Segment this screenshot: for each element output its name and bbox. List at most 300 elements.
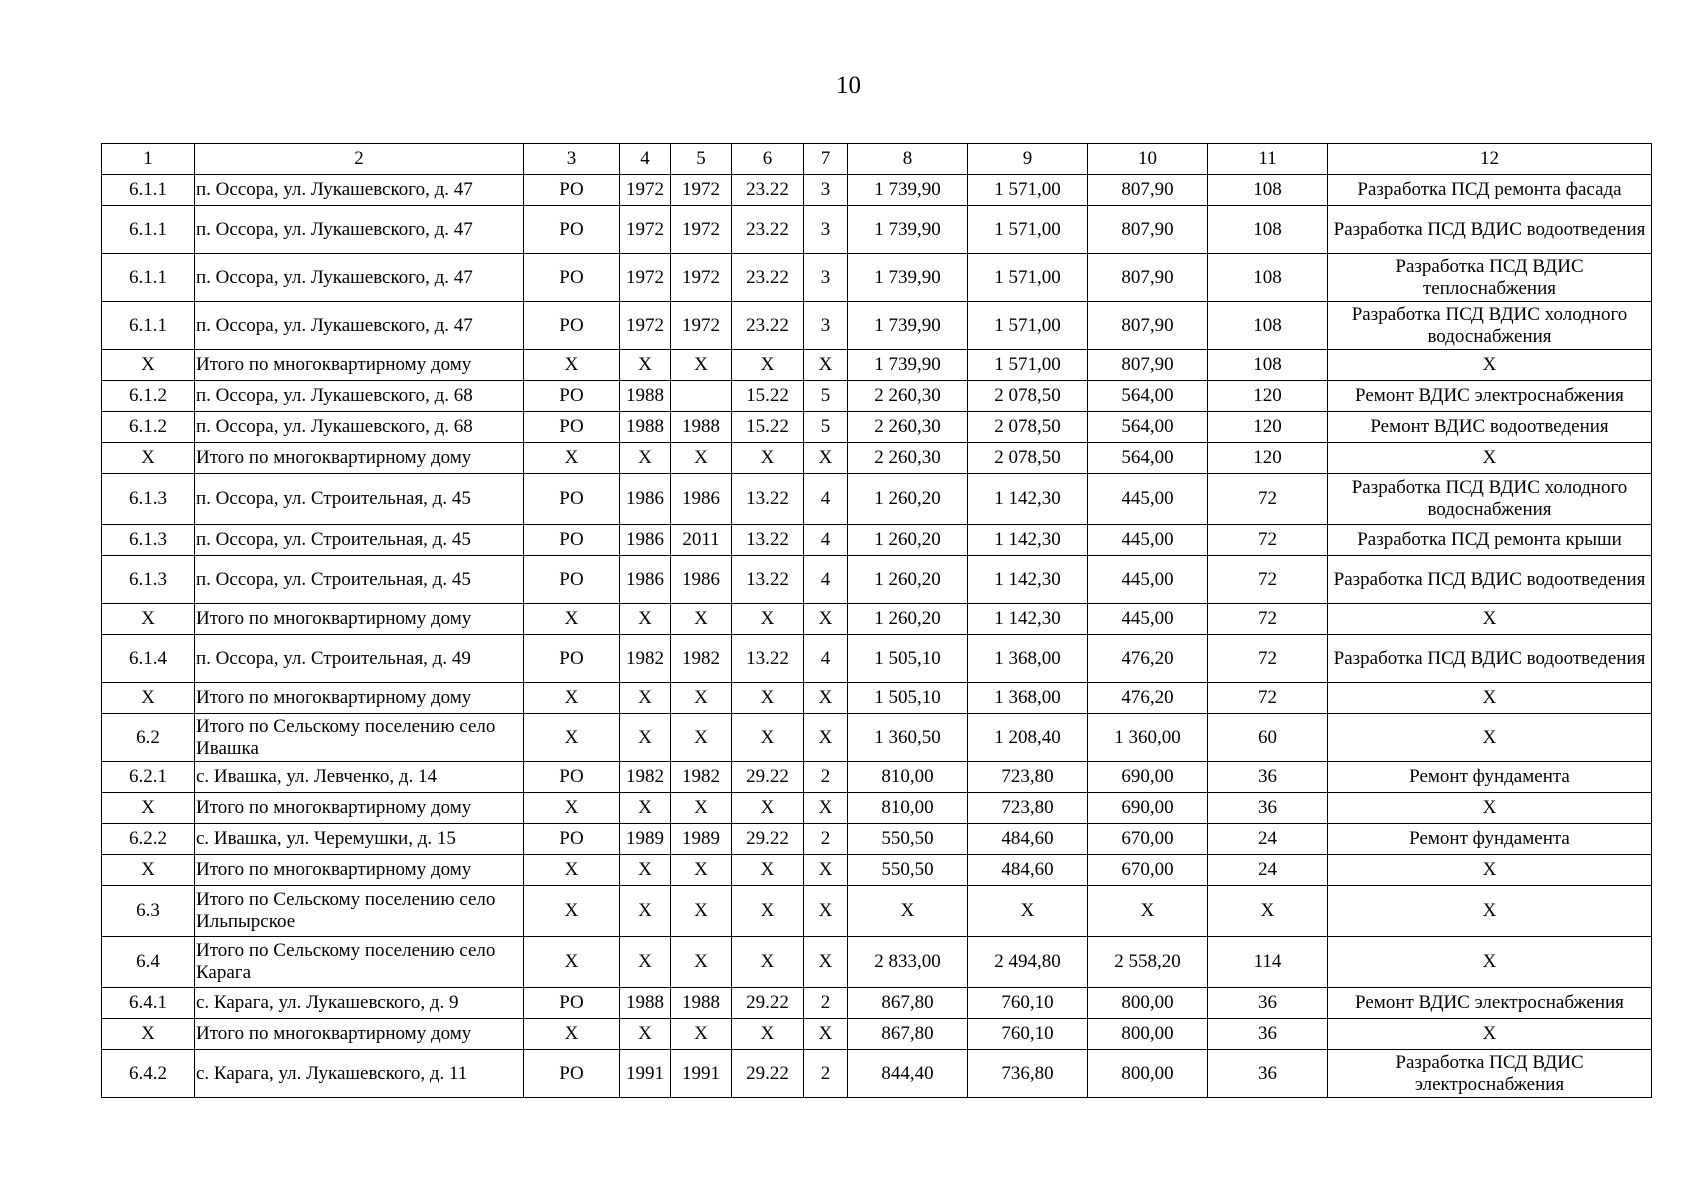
cell-year-overhaul: X bbox=[671, 1019, 732, 1050]
table-row bbox=[102, 474, 1652, 525]
cell-living-area: 723,80 bbox=[968, 762, 1088, 793]
cell-count: 72 bbox=[1208, 525, 1328, 556]
cell-year-overhaul: 2011 bbox=[671, 525, 732, 556]
cell-year-overhaul: 1982 bbox=[671, 635, 732, 683]
table-row bbox=[102, 350, 1652, 381]
cell-year-built: 1988 bbox=[620, 412, 671, 443]
cell-total-area: 1 505,10 bbox=[848, 635, 968, 683]
cell-address: п. Оссора, ул. Строительная, д. 45 bbox=[195, 525, 524, 556]
cell-count: 36 bbox=[1208, 793, 1328, 824]
cell-floors: 2 bbox=[804, 824, 848, 855]
cell-item-number: X bbox=[102, 855, 195, 886]
cell-work-type: X bbox=[1328, 443, 1652, 474]
cell-work-type: Ремонт ВДИС электроснабжения bbox=[1328, 381, 1652, 412]
cell-floors: 4 bbox=[804, 635, 848, 683]
cell-year-overhaul: 1972 bbox=[671, 206, 732, 254]
cell-type: X bbox=[524, 793, 620, 824]
table-row bbox=[102, 635, 1652, 683]
table-row bbox=[102, 714, 1652, 762]
table-row bbox=[102, 1050, 1652, 1098]
cell-type: РО bbox=[524, 635, 620, 683]
cell-cost-a: 445,00 bbox=[1088, 556, 1208, 604]
cell-living-area: 723,80 bbox=[968, 793, 1088, 824]
cell-living-area: 1 571,00 bbox=[968, 350, 1088, 381]
table-row bbox=[102, 937, 1652, 988]
cell-work-type: X bbox=[1328, 937, 1652, 988]
cell-floors: X bbox=[804, 443, 848, 474]
cell-count: 108 bbox=[1208, 302, 1328, 350]
cell-address: п. Оссора, ул. Лукашевского, д. 68 bbox=[195, 412, 524, 443]
cell-address: п. Оссора, ул. Строительная, д. 45 bbox=[195, 474, 524, 525]
cell-type: РО bbox=[524, 1050, 620, 1098]
cell-year-overhaul: 1972 bbox=[671, 175, 732, 206]
cell-item-number: 6.2.1 bbox=[102, 762, 195, 793]
cell-cost-a: X bbox=[1088, 886, 1208, 937]
cell-year-overhaul: X bbox=[671, 350, 732, 381]
cell-code: 13.22 bbox=[732, 556, 804, 604]
cell-living-area: 1 142,30 bbox=[968, 604, 1088, 635]
cell-cost-a: 476,20 bbox=[1088, 635, 1208, 683]
cell-cost-a: 670,00 bbox=[1088, 855, 1208, 886]
cell-address: Итого по многоквартирному дому bbox=[195, 1019, 524, 1050]
cell-type: РО bbox=[524, 525, 620, 556]
cell-total-area: 1 739,90 bbox=[848, 302, 968, 350]
cell-total-area: 810,00 bbox=[848, 762, 968, 793]
cell-total-area: 1 505,10 bbox=[848, 683, 968, 714]
cell-cost-a: 564,00 bbox=[1088, 381, 1208, 412]
cell-cost-a: 800,00 bbox=[1088, 1019, 1208, 1050]
table-row bbox=[102, 1019, 1652, 1050]
cell-address: Итого по многоквартирному дому bbox=[195, 855, 524, 886]
cell-work-type: X bbox=[1328, 855, 1652, 886]
cell-floors: 4 bbox=[804, 474, 848, 525]
cell-year-built: 1988 bbox=[620, 988, 671, 1019]
cell-cost-a: 445,00 bbox=[1088, 525, 1208, 556]
cell-living-area: 1 142,30 bbox=[968, 556, 1088, 604]
cell-code: 15.22 bbox=[732, 381, 804, 412]
cell-address: Итого по Сельскому поселению село Карага bbox=[195, 937, 524, 988]
table-row bbox=[102, 556, 1652, 604]
cell-living-area: 484,60 bbox=[968, 824, 1088, 855]
cell-code: 29.22 bbox=[732, 824, 804, 855]
table-body bbox=[102, 175, 1652, 1098]
cell-work-type: Разработка ПСД ВДИС водоотведения bbox=[1328, 635, 1652, 683]
cell-type: X bbox=[524, 443, 620, 474]
cell-total-area: 1 739,90 bbox=[848, 175, 968, 206]
cell-count: 108 bbox=[1208, 175, 1328, 206]
header-row bbox=[102, 144, 1652, 175]
cell-total-area: 1 739,90 bbox=[848, 350, 968, 381]
column-header-2: 2 bbox=[195, 144, 524, 175]
cell-year-built: 1989 bbox=[620, 824, 671, 855]
cell-code: 29.22 bbox=[732, 762, 804, 793]
cell-count: 36 bbox=[1208, 1050, 1328, 1098]
cell-item-number: 6.4.2 bbox=[102, 1050, 195, 1098]
table-row bbox=[102, 824, 1652, 855]
cell-year-built: X bbox=[620, 683, 671, 714]
column-header-12: 12 bbox=[1328, 144, 1652, 175]
cell-address: п. Оссора, ул. Лукашевского, д. 47 bbox=[195, 206, 524, 254]
cell-living-area: 1 571,00 bbox=[968, 302, 1088, 350]
cell-code: X bbox=[732, 443, 804, 474]
cell-work-type: Разработка ПСД ВДИС водоотведения bbox=[1328, 206, 1652, 254]
cell-year-built: X bbox=[620, 937, 671, 988]
cell-total-area: 2 833,00 bbox=[848, 937, 968, 988]
cell-floors: 5 bbox=[804, 381, 848, 412]
cell-floors: X bbox=[804, 793, 848, 824]
cell-work-type: X bbox=[1328, 1019, 1652, 1050]
cell-year-overhaul: X bbox=[671, 604, 732, 635]
cell-item-number: 6.1.1 bbox=[102, 206, 195, 254]
cell-address: с. Карага, ул. Лукашевского, д. 11 bbox=[195, 1050, 524, 1098]
cell-type: РО bbox=[524, 824, 620, 855]
cell-floors: X bbox=[804, 683, 848, 714]
cell-count: 72 bbox=[1208, 635, 1328, 683]
table-row bbox=[102, 206, 1652, 254]
cell-address: п. Оссора, ул. Строительная, д. 45 bbox=[195, 556, 524, 604]
cell-count: 24 bbox=[1208, 824, 1328, 855]
cell-code: 23.22 bbox=[732, 254, 804, 302]
cell-total-area: 810,00 bbox=[848, 793, 968, 824]
cell-floors: 3 bbox=[804, 254, 848, 302]
cell-total-area: 844,40 bbox=[848, 1050, 968, 1098]
cell-cost-a: 807,90 bbox=[1088, 350, 1208, 381]
cell-living-area: 2 078,50 bbox=[968, 443, 1088, 474]
cell-floors: X bbox=[804, 714, 848, 762]
cell-year-overhaul: 1982 bbox=[671, 762, 732, 793]
cell-count: 72 bbox=[1208, 683, 1328, 714]
cell-year-built: 1991 bbox=[620, 1050, 671, 1098]
cell-living-area: 2 494,80 bbox=[968, 937, 1088, 988]
cell-item-number: 6.1.1 bbox=[102, 254, 195, 302]
cell-code: 13.22 bbox=[732, 474, 804, 525]
cell-count: 108 bbox=[1208, 254, 1328, 302]
cell-count: 108 bbox=[1208, 206, 1328, 254]
cell-total-area: 1 360,50 bbox=[848, 714, 968, 762]
cell-living-area: 1 571,00 bbox=[968, 206, 1088, 254]
cell-type: РО bbox=[524, 474, 620, 525]
cell-floors: X bbox=[804, 604, 848, 635]
cell-count: 120 bbox=[1208, 412, 1328, 443]
cell-code: X bbox=[732, 714, 804, 762]
cell-work-type: X bbox=[1328, 886, 1652, 937]
cell-code: 15.22 bbox=[732, 412, 804, 443]
cell-cost-a: 670,00 bbox=[1088, 824, 1208, 855]
cell-year-built: X bbox=[620, 350, 671, 381]
cell-year-overhaul: X bbox=[671, 683, 732, 714]
cell-total-area: 1 739,90 bbox=[848, 206, 968, 254]
cell-living-area: 1 142,30 bbox=[968, 474, 1088, 525]
cell-item-number: 6.1.1 bbox=[102, 175, 195, 206]
cell-floors: 4 bbox=[804, 556, 848, 604]
cell-address: п. Оссора, ул. Лукашевского, д. 47 bbox=[195, 302, 524, 350]
cell-item-number: 6.1.3 bbox=[102, 474, 195, 525]
cell-total-area: 867,80 bbox=[848, 988, 968, 1019]
cell-floors: 3 bbox=[804, 302, 848, 350]
cell-item-number: 6.1.4 bbox=[102, 635, 195, 683]
column-header-10: 10 bbox=[1088, 144, 1208, 175]
cell-year-built: 1972 bbox=[620, 254, 671, 302]
cell-code: 23.22 bbox=[732, 206, 804, 254]
cell-item-number: 6.3 bbox=[102, 886, 195, 937]
table-row bbox=[102, 793, 1652, 824]
cell-year-built: 1988 bbox=[620, 381, 671, 412]
cell-code: X bbox=[732, 604, 804, 635]
cell-year-overhaul: 1991 bbox=[671, 1050, 732, 1098]
cell-living-area: 760,10 bbox=[968, 1019, 1088, 1050]
cell-count: 36 bbox=[1208, 1019, 1328, 1050]
cell-type: X bbox=[524, 683, 620, 714]
cell-year-built: 1986 bbox=[620, 474, 671, 525]
cell-count: 60 bbox=[1208, 714, 1328, 762]
cell-year-overhaul: X bbox=[671, 937, 732, 988]
cell-year-overhaul: 1986 bbox=[671, 474, 732, 525]
cell-living-area: 1 368,00 bbox=[968, 683, 1088, 714]
cell-count: 72 bbox=[1208, 556, 1328, 604]
cell-floors: X bbox=[804, 1019, 848, 1050]
cell-address: Итого по Сельскому поселению село Ильпырское bbox=[195, 886, 524, 937]
cell-type: РО bbox=[524, 412, 620, 443]
table-row bbox=[102, 175, 1652, 206]
cell-floors: 3 bbox=[804, 175, 848, 206]
cell-cost-a: 800,00 bbox=[1088, 1050, 1208, 1098]
column-header-6: 6 bbox=[732, 144, 804, 175]
cell-total-area: X bbox=[848, 886, 968, 937]
repair-program-table bbox=[101, 143, 1652, 1098]
cell-year-built: X bbox=[620, 793, 671, 824]
cell-year-built: X bbox=[620, 714, 671, 762]
table-header bbox=[102, 144, 1652, 175]
cell-code: X bbox=[732, 793, 804, 824]
cell-address: п. Оссора, ул. Лукашевского, д. 68 bbox=[195, 381, 524, 412]
cell-code: 13.22 bbox=[732, 635, 804, 683]
table-row bbox=[102, 604, 1652, 635]
cell-total-area: 1 260,20 bbox=[848, 474, 968, 525]
column-header-4: 4 bbox=[620, 144, 671, 175]
cell-work-type: Разработка ПСД ВДИС водоотведения bbox=[1328, 556, 1652, 604]
cell-code: X bbox=[732, 350, 804, 381]
cell-count: 120 bbox=[1208, 381, 1328, 412]
cell-cost-a: 1 360,00 bbox=[1088, 714, 1208, 762]
cell-count: X bbox=[1208, 886, 1328, 937]
cell-item-number: 6.1.3 bbox=[102, 525, 195, 556]
cell-work-type: X bbox=[1328, 604, 1652, 635]
cell-year-built: 1972 bbox=[620, 206, 671, 254]
table-row bbox=[102, 412, 1652, 443]
cell-type: X bbox=[524, 350, 620, 381]
cell-year-overhaul bbox=[671, 381, 732, 412]
cell-item-number: X bbox=[102, 1019, 195, 1050]
cell-living-area: 1 571,00 bbox=[968, 175, 1088, 206]
cell-count: 114 bbox=[1208, 937, 1328, 988]
cell-living-area: X bbox=[968, 886, 1088, 937]
cell-work-type: Ремонт фундамента bbox=[1328, 762, 1652, 793]
cell-cost-a: 690,00 bbox=[1088, 793, 1208, 824]
cell-work-type: Разработка ПСД ВДИС электроснабжения bbox=[1328, 1050, 1652, 1098]
cell-type: РО bbox=[524, 302, 620, 350]
table-row bbox=[102, 683, 1652, 714]
cell-floors: 3 bbox=[804, 206, 848, 254]
cell-type: РО bbox=[524, 206, 620, 254]
cell-address: Итого по многоквартирному дому bbox=[195, 683, 524, 714]
cell-year-built: 1982 bbox=[620, 635, 671, 683]
cell-code: X bbox=[732, 1019, 804, 1050]
cell-floors: X bbox=[804, 350, 848, 381]
cell-count: 72 bbox=[1208, 474, 1328, 525]
cell-work-type: Разработка ПСД ВДИС теплоснабжения bbox=[1328, 254, 1652, 302]
cell-year-overhaul: X bbox=[671, 886, 732, 937]
cell-type: РО bbox=[524, 762, 620, 793]
cell-work-type: X bbox=[1328, 683, 1652, 714]
cell-address: п. Оссора, ул. Строительная, д. 49 bbox=[195, 635, 524, 683]
cell-floors: 2 bbox=[804, 762, 848, 793]
cell-item-number: 6.1.1 bbox=[102, 302, 195, 350]
cell-work-type: X bbox=[1328, 793, 1652, 824]
cell-work-type: Разработка ПСД ВДИС холодного водоснабжения bbox=[1328, 474, 1652, 525]
cell-code: 23.22 bbox=[732, 175, 804, 206]
cell-total-area: 1 260,20 bbox=[848, 556, 968, 604]
cell-item-number: X bbox=[102, 350, 195, 381]
column-header-3: 3 bbox=[524, 144, 620, 175]
cell-type: X bbox=[524, 714, 620, 762]
cell-type: X bbox=[524, 1019, 620, 1050]
cell-address: п. Оссора, ул. Лукашевского, д. 47 bbox=[195, 254, 524, 302]
cell-address: Итого по многоквартирному дому bbox=[195, 443, 524, 474]
cell-cost-a: 800,00 bbox=[1088, 988, 1208, 1019]
cell-address: Итого по многоквартирному дому bbox=[195, 604, 524, 635]
cell-work-type: Разработка ПСД ремонта крыши bbox=[1328, 525, 1652, 556]
cell-cost-a: 564,00 bbox=[1088, 443, 1208, 474]
cell-floors: 2 bbox=[804, 1050, 848, 1098]
cell-total-area: 2 260,30 bbox=[848, 412, 968, 443]
cell-item-number: 6.2 bbox=[102, 714, 195, 762]
cell-floors: X bbox=[804, 937, 848, 988]
cell-item-number: X bbox=[102, 793, 195, 824]
table-row bbox=[102, 855, 1652, 886]
column-header-1: 1 bbox=[102, 144, 195, 175]
cell-type: РО bbox=[524, 381, 620, 412]
cell-cost-a: 476,20 bbox=[1088, 683, 1208, 714]
cell-living-area: 1 208,40 bbox=[968, 714, 1088, 762]
cell-work-type: Разработка ПСД ремонта фасада bbox=[1328, 175, 1652, 206]
cell-total-area: 2 260,30 bbox=[848, 381, 968, 412]
cell-year-overhaul: X bbox=[671, 793, 732, 824]
cell-total-area: 867,80 bbox=[848, 1019, 968, 1050]
cell-cost-a: 564,00 bbox=[1088, 412, 1208, 443]
cell-living-area: 2 078,50 bbox=[968, 381, 1088, 412]
cell-address: с. Карага, ул. Лукашевского, д. 9 bbox=[195, 988, 524, 1019]
cell-work-type: Ремонт ВДИС электроснабжения bbox=[1328, 988, 1652, 1019]
cell-cost-a: 2 558,20 bbox=[1088, 937, 1208, 988]
cell-work-type: Ремонт ВДИС водоотведения bbox=[1328, 412, 1652, 443]
cell-floors: X bbox=[804, 886, 848, 937]
cell-year-built: 1986 bbox=[620, 556, 671, 604]
column-header-5: 5 bbox=[671, 144, 732, 175]
cell-year-overhaul: 1988 bbox=[671, 412, 732, 443]
cell-total-area: 1 260,20 bbox=[848, 525, 968, 556]
cell-type: X bbox=[524, 886, 620, 937]
cell-floors: 5 bbox=[804, 412, 848, 443]
cell-item-number: 6.4 bbox=[102, 937, 195, 988]
cell-count: 36 bbox=[1208, 762, 1328, 793]
cell-address: п. Оссора, ул. Лукашевского, д. 47 bbox=[195, 175, 524, 206]
cell-count: 72 bbox=[1208, 604, 1328, 635]
cell-total-area: 1 739,90 bbox=[848, 254, 968, 302]
cell-count: 120 bbox=[1208, 443, 1328, 474]
cell-year-overhaul: X bbox=[671, 714, 732, 762]
cell-year-built: 1972 bbox=[620, 175, 671, 206]
cell-type: X bbox=[524, 937, 620, 988]
cell-year-built: X bbox=[620, 855, 671, 886]
cell-item-number: X bbox=[102, 443, 195, 474]
cell-living-area: 2 078,50 bbox=[968, 412, 1088, 443]
cell-year-built: X bbox=[620, 604, 671, 635]
cell-item-number: 6.1.3 bbox=[102, 556, 195, 604]
cell-cost-a: 807,90 bbox=[1088, 175, 1208, 206]
cell-item-number: X bbox=[102, 683, 195, 714]
cell-type: РО bbox=[524, 175, 620, 206]
column-header-8: 8 bbox=[848, 144, 968, 175]
cell-cost-a: 445,00 bbox=[1088, 604, 1208, 635]
cell-work-type: Разработка ПСД ВДИС холодного водоснабжения bbox=[1328, 302, 1652, 350]
cell-year-overhaul: 1986 bbox=[671, 556, 732, 604]
cell-living-area: 1 142,30 bbox=[968, 525, 1088, 556]
cell-code: X bbox=[732, 683, 804, 714]
cell-living-area: 1 571,00 bbox=[968, 254, 1088, 302]
cell-item-number: 6.4.1 bbox=[102, 988, 195, 1019]
cell-item-number: X bbox=[102, 604, 195, 635]
cell-year-overhaul: 1989 bbox=[671, 824, 732, 855]
cell-total-area: 550,50 bbox=[848, 824, 968, 855]
table-row bbox=[102, 381, 1652, 412]
cell-floors: 4 bbox=[804, 525, 848, 556]
cell-code: X bbox=[732, 886, 804, 937]
cell-work-type: Ремонт фундамента bbox=[1328, 824, 1652, 855]
cell-year-built: X bbox=[620, 886, 671, 937]
cell-cost-a: 690,00 bbox=[1088, 762, 1208, 793]
table-row bbox=[102, 443, 1652, 474]
cell-floors: X bbox=[804, 855, 848, 886]
cell-work-type: X bbox=[1328, 714, 1652, 762]
column-header-9: 9 bbox=[968, 144, 1088, 175]
cell-type: РО bbox=[524, 556, 620, 604]
cell-floors: 2 bbox=[804, 988, 848, 1019]
cell-year-overhaul: 1972 bbox=[671, 254, 732, 302]
cell-code: 13.22 bbox=[732, 525, 804, 556]
cell-total-area: 550,50 bbox=[848, 855, 968, 886]
cell-code: 23.22 bbox=[732, 302, 804, 350]
cell-address: с. Ивашка, ул. Черемушки, д. 15 bbox=[195, 824, 524, 855]
cell-year-overhaul: X bbox=[671, 855, 732, 886]
table-row bbox=[102, 886, 1652, 937]
cell-cost-a: 807,90 bbox=[1088, 254, 1208, 302]
cell-cost-a: 445,00 bbox=[1088, 474, 1208, 525]
cell-total-area: 1 260,20 bbox=[848, 604, 968, 635]
cell-item-number: 6.1.2 bbox=[102, 381, 195, 412]
cell-year-built: 1986 bbox=[620, 525, 671, 556]
cell-address: Итого по Сельскому поселению село Ивашка bbox=[195, 714, 524, 762]
cell-address: Итого по многоквартирному дому bbox=[195, 350, 524, 381]
cell-type: X bbox=[524, 855, 620, 886]
cell-living-area: 736,80 bbox=[968, 1050, 1088, 1098]
cell-code: 29.22 bbox=[732, 1050, 804, 1098]
cell-item-number: 6.1.2 bbox=[102, 412, 195, 443]
cell-code: X bbox=[732, 937, 804, 988]
table-row bbox=[102, 762, 1652, 793]
cell-cost-a: 807,90 bbox=[1088, 206, 1208, 254]
column-header-7: 7 bbox=[804, 144, 848, 175]
cell-item-number: 6.2.2 bbox=[102, 824, 195, 855]
